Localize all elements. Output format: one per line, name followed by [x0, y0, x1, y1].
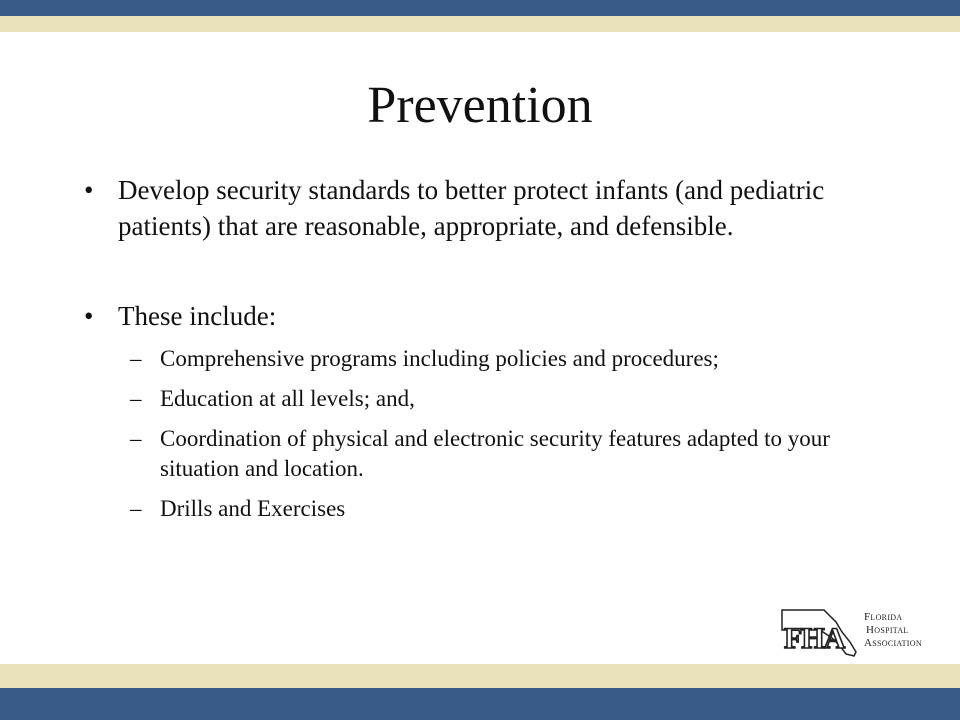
top-navy-band: [0, 0, 960, 16]
bottom-navy-band: [0, 688, 960, 720]
logo-name-line: Association: [864, 637, 922, 649]
logo-name-line: Hospital: [866, 624, 909, 636]
dash-marker: –: [130, 346, 142, 371]
bullet-text: These include:: [118, 301, 277, 331]
sub-bullet-text: Drills and Exercises: [160, 496, 346, 521]
sub-bullet-text: Education at all levels; and,: [160, 386, 415, 411]
dash-marker: –: [130, 496, 142, 521]
fha-logo: [780, 608, 942, 658]
sub-bullet-text: Coordination of physical and electronic security features adapted to your situation and location.: [160, 426, 830, 481]
top-tan-band: [0, 16, 960, 32]
bullet-item: [80, 298, 880, 334]
slide-content: [80, 172, 880, 534]
bullet-marker: •: [84, 175, 94, 205]
bullet-item: [80, 172, 880, 244]
sub-bullet-item: [80, 494, 880, 524]
logo-abbr: FHA: [784, 622, 845, 655]
bottom-tan-band: [0, 664, 960, 688]
slide-title: Prevention: [367, 77, 593, 134]
logo-name: [864, 611, 922, 650]
bullet-marker: •: [84, 301, 94, 331]
florida-outline-logo-icon: [780, 608, 862, 658]
sub-bullet-item: [80, 344, 880, 374]
dash-marker: –: [130, 386, 142, 411]
sub-bullet-item: [80, 424, 880, 484]
logo-name-line: Florida: [864, 611, 903, 623]
sub-bullet-item: [80, 384, 880, 414]
sub-bullet-text: Comprehensive programs including policies and procedures;: [160, 346, 719, 371]
dash-marker: –: [130, 426, 142, 451]
bullet-text: Develop security standards to better protect infants (and pediatric patients) that are reasonable, appropriate, and defensible.: [118, 175, 825, 241]
